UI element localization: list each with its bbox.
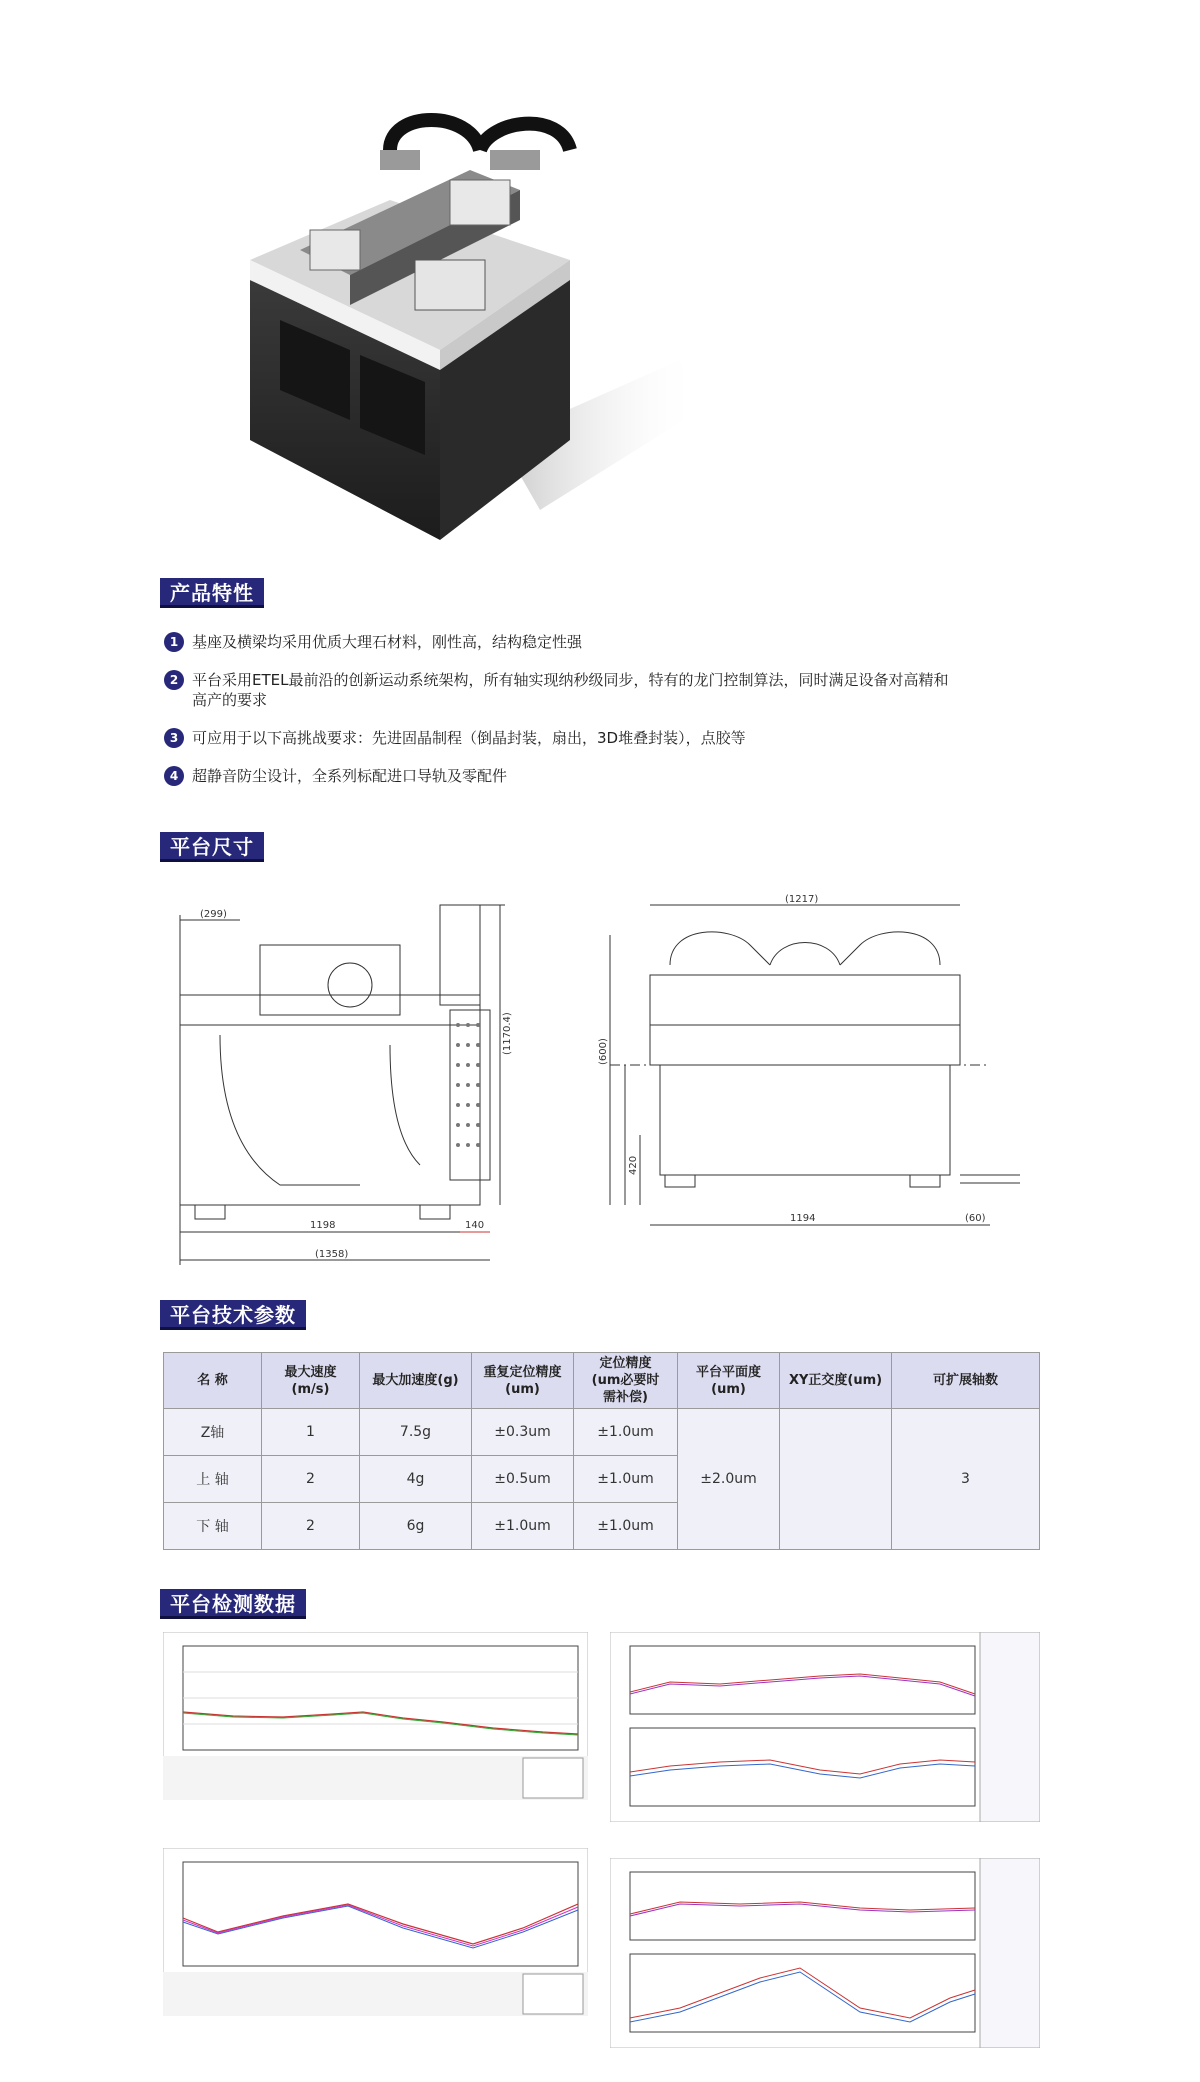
feature-list <box>164 632 954 800</box>
feature-number: 4 <box>164 766 184 786</box>
feature-text: 可应用于以下高挑战要求：先进固晶制程（倒晶封装，扇出，3D堆叠封装），点胶等 <box>192 729 746 747</box>
feature-item <box>164 766 954 786</box>
dim-top-label: (1217) <box>785 894 819 905</box>
cell-acc: 7.5g <box>360 1409 472 1456</box>
table-header-row <box>164 1353 1040 1409</box>
machine-illustration <box>240 110 700 550</box>
cell-name: 下 轴 <box>164 1503 262 1550</box>
col-header: XY正交度(um) <box>780 1353 892 1409</box>
cell-acc: 6g <box>360 1503 472 1550</box>
feature-text: 基座及横梁均采用优质大理石材料，刚性高，结构稳定性强 <box>192 633 583 651</box>
cell-pos: ±1.0um <box>574 1409 678 1456</box>
dim-height-label: (1170.4) <box>502 1012 513 1055</box>
feature-item <box>164 728 954 748</box>
test-report-thumbnail-2 <box>610 1632 1040 1822</box>
feature-number: 2 <box>164 670 184 690</box>
cell-orthogonality <box>780 1409 892 1550</box>
feature-item <box>164 632 954 652</box>
cell-rep: ±0.3um <box>472 1409 574 1456</box>
dim-total-label: (1358) <box>315 1249 349 1260</box>
spec-section-title: 平台技术参数 <box>160 1300 306 1330</box>
col-header: 最大速度(m/s) <box>262 1353 360 1409</box>
feature-number: 1 <box>164 632 184 652</box>
col-header: 可扩展轴数 <box>892 1353 1040 1409</box>
cell-axes: 3 <box>892 1409 1040 1550</box>
dim-base-label: 1194 <box>790 1213 816 1224</box>
cell-name: Z轴 <box>164 1409 262 1456</box>
col-header: 平台平面度(um) <box>678 1353 780 1409</box>
cell-pos: ±1.0um <box>574 1503 678 1550</box>
side-view-drawing <box>160 885 540 1275</box>
test-report-thumbnail-1 <box>163 1632 588 1800</box>
col-header: 最大加速度(g) <box>360 1353 472 1409</box>
test-section-title: 平台检测数据 <box>160 1589 306 1619</box>
cell-rep: ±1.0um <box>472 1503 574 1550</box>
dim-base-right-label: 140 <box>465 1220 485 1231</box>
table-row <box>164 1409 1040 1456</box>
cell-speed: 1 <box>262 1409 360 1456</box>
dim-top-label: (299) <box>200 909 227 920</box>
features-section-title: 产品特性 <box>160 578 264 608</box>
feature-text: 平台采用ETEL最前沿的创新运动系统架构，所有轴实现纳秒级同步，特有的龙门控制算法，同时满足设备对高精和高产的要求 <box>192 671 949 709</box>
feature-text: 超静音防尘设计，全系列标配进口导轨及零配件 <box>192 767 508 785</box>
cell-pos: ±1.0um <box>574 1456 678 1503</box>
dim-h1-label: (600) <box>598 1038 609 1065</box>
feature-item <box>164 670 954 710</box>
front-view-drawing <box>570 885 1040 1275</box>
dim-base-label: 1198 <box>310 1220 336 1231</box>
col-header: 名 称 <box>164 1353 262 1409</box>
test-report-thumbnail-4 <box>610 1858 1040 2048</box>
cell-acc: 4g <box>360 1456 472 1503</box>
dim-base-right-label: (60) <box>965 1213 986 1224</box>
spec-table <box>163 1352 1040 1550</box>
feature-number: 3 <box>164 728 184 748</box>
dimensions-section-title: 平台尺寸 <box>160 832 264 862</box>
cell-rep: ±0.5um <box>472 1456 574 1503</box>
cell-speed: 2 <box>262 1503 360 1550</box>
col-header: 定位精度 (um必要时 需补偿) <box>574 1353 678 1409</box>
dim-h2-label: 420 <box>628 1155 639 1175</box>
col-header: 重复定位精度 (um) <box>472 1353 574 1409</box>
cell-speed: 2 <box>262 1456 360 1503</box>
test-report-thumbnail-3 <box>163 1848 588 2016</box>
cell-flatness: ±2.0um <box>678 1409 780 1550</box>
cell-name: 上 轴 <box>164 1456 262 1503</box>
